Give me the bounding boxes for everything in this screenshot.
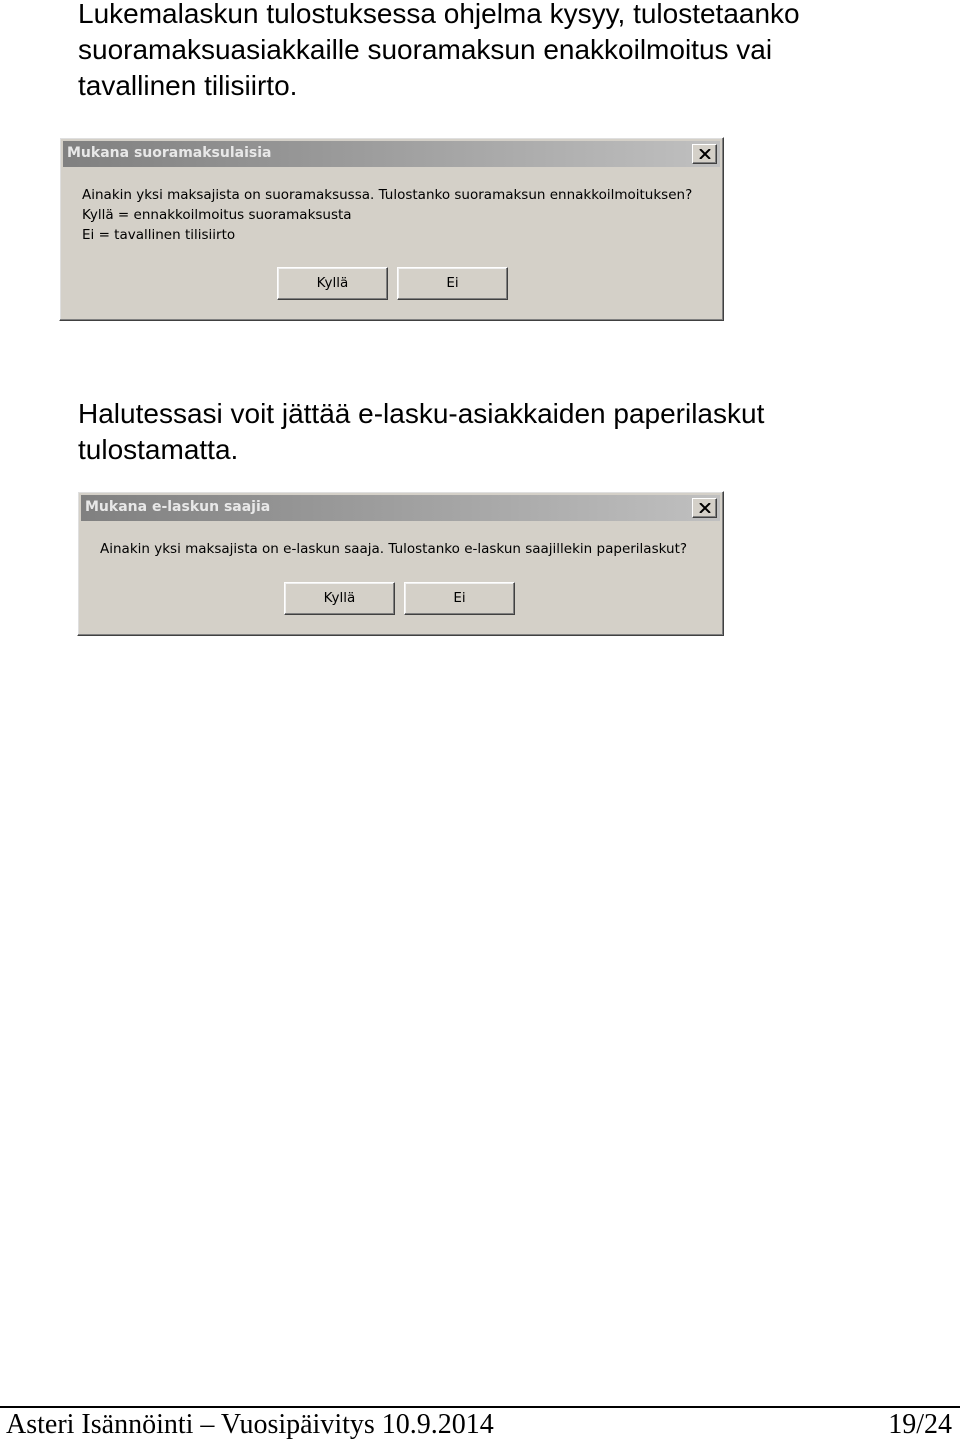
no-button[interactable]: Ei bbox=[404, 582, 515, 615]
einvoice-dialog bbox=[77, 491, 724, 636]
footer-text: Asteri Isännöinti – Vuosipäivitys 10.9.2014 bbox=[6, 1409, 494, 1440]
intro-paragraph bbox=[78, 0, 800, 104]
dialog-titlebar[interactable] bbox=[81, 495, 720, 521]
dialog-message: Ainakin yksi maksajista on e-laskun saaja. Tulostanko e-laskun saajillekin paperilaskut? bbox=[100, 541, 688, 557]
yes-button[interactable]: Kyllä bbox=[277, 267, 388, 300]
second-paragraph bbox=[78, 396, 764, 468]
intro-line: Lukemalaskun tulostuksessa ohjelma kysyy, tulostetaanko bbox=[78, 0, 800, 29]
close-button[interactable] bbox=[692, 498, 717, 518]
close-icon bbox=[699, 503, 711, 513]
message-line: Kyllä = ennakkoilmoitus suoramaksusta bbox=[82, 207, 352, 223]
message-line: Ei = tavallinen tilisiirto bbox=[82, 227, 236, 243]
intro-line: suoramaksuasiakkaille suoramaksun enakkoilmoitus vai bbox=[78, 34, 773, 65]
close-button[interactable] bbox=[692, 144, 717, 164]
intro-line: tavallinen tilisiirto. bbox=[78, 70, 298, 101]
no-button[interactable]: Ei bbox=[397, 267, 508, 300]
direct-debit-dialog bbox=[59, 137, 724, 321]
dialog-message bbox=[82, 185, 692, 245]
dialog-title: Mukana suoramaksulaisia bbox=[67, 145, 272, 161]
dialog-title: Mukana e-laskun saajia bbox=[85, 499, 271, 515]
message-line: Ainakin yksi maksajista on suoramaksussa. Tulostanko suoramaksun ennakkoilmoituksen? bbox=[82, 187, 693, 203]
paragraph-line: tulostamatta. bbox=[78, 434, 239, 465]
dialog-titlebar[interactable] bbox=[63, 141, 720, 167]
page-number: 19/24 bbox=[888, 1409, 952, 1440]
close-icon bbox=[699, 149, 711, 159]
yes-button[interactable]: Kyllä bbox=[284, 582, 395, 615]
paragraph-line: Halutessasi voit jättää e-lasku-asiakkaiden paperilaskut bbox=[78, 398, 765, 429]
